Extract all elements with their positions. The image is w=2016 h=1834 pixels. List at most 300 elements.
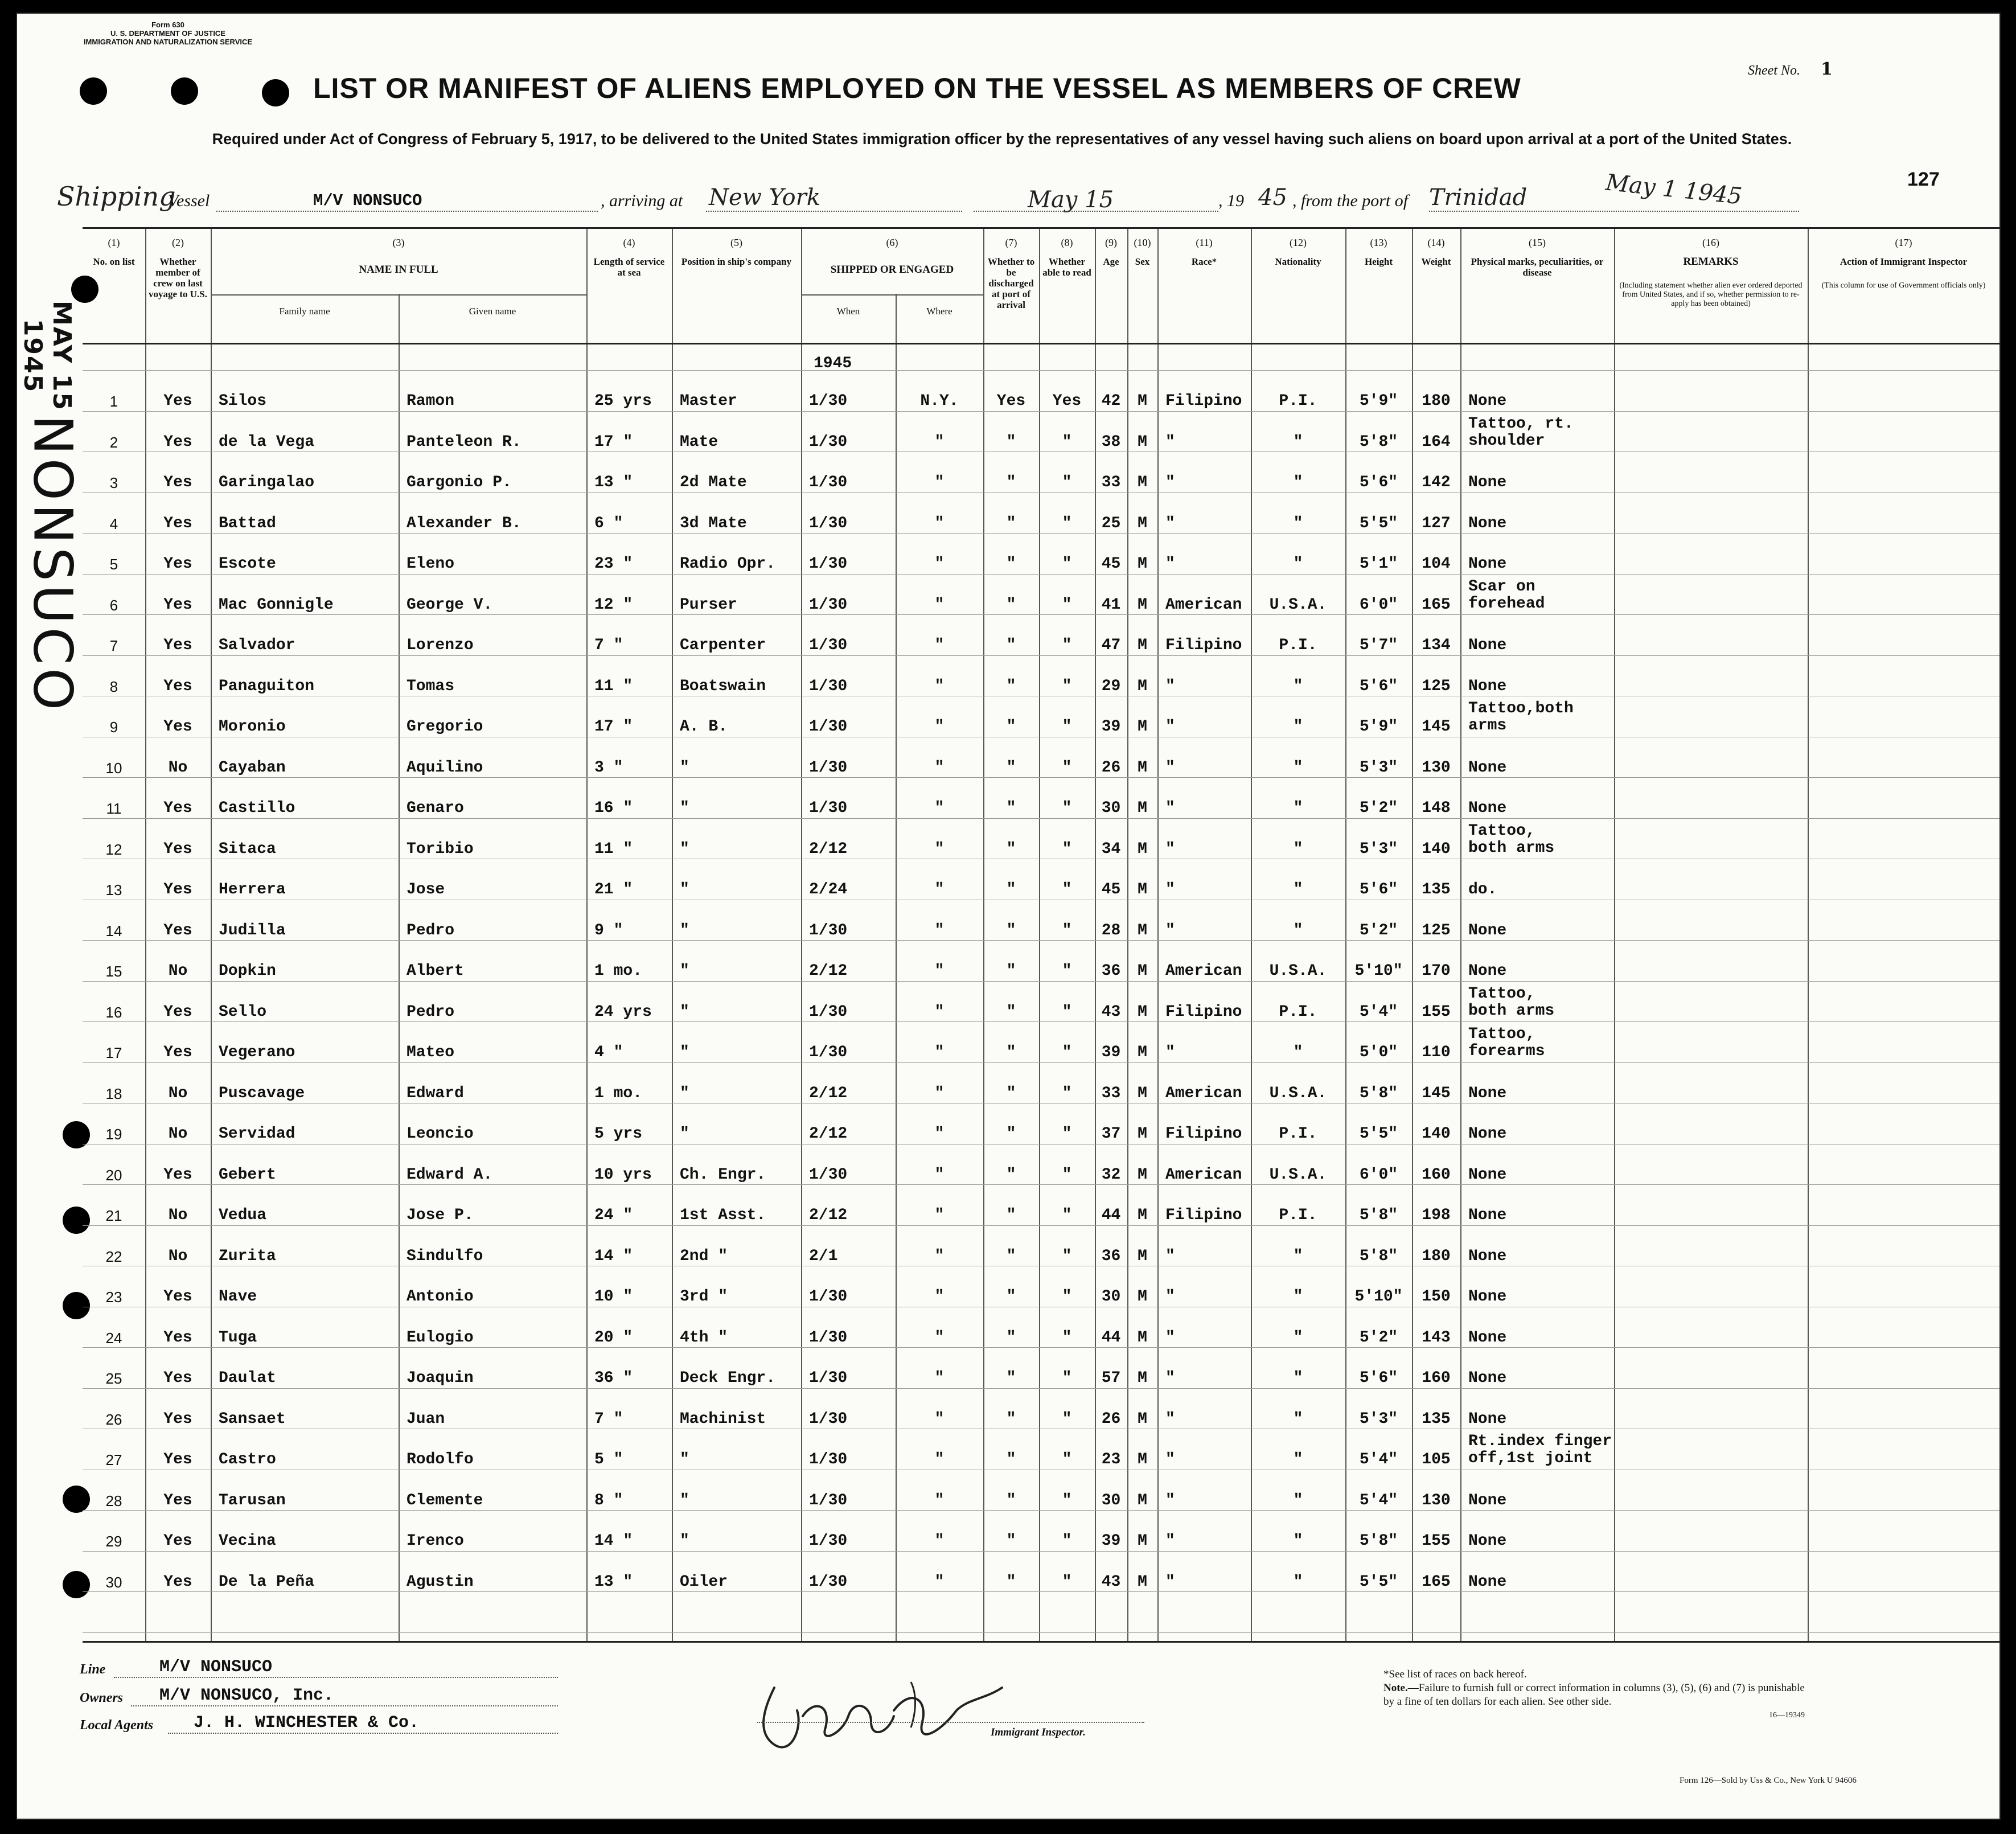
- cell-height: 6'0": [1359, 1166, 1398, 1184]
- cell-sex: M: [1138, 1328, 1147, 1347]
- cell-marks: [1468, 1492, 1506, 1509]
- cell-nat: ": [1293, 758, 1303, 777]
- cell-position: ": [680, 1044, 689, 1061]
- cell-disch: ": [1006, 1125, 1016, 1143]
- agents-label: Local Agents: [80, 1718, 154, 1733]
- table-row: [83, 471, 1999, 512]
- row-rule: [83, 370, 1999, 371]
- cell-given: Lorenzo: [407, 637, 474, 654]
- cell-race: ": [1165, 1410, 1175, 1428]
- cell-read: ": [1062, 474, 1072, 491]
- cell-when: 1/30: [809, 1044, 848, 1061]
- cell-age: 36: [1101, 962, 1121, 980]
- service-name: IMMIGRATION AND NATURALIZATION SERVICE: [83, 38, 253, 46]
- cell-service: 1 mo.: [594, 962, 643, 980]
- table-row: [83, 1408, 1999, 1449]
- table-row: [83, 1326, 1999, 1367]
- cell-service: 36 ": [594, 1369, 633, 1387]
- cell-service: 25 yrs: [594, 392, 652, 410]
- cell-sex: M: [1138, 1125, 1147, 1143]
- column-number: (10): [1134, 237, 1151, 248]
- cell-read: ": [1062, 962, 1072, 980]
- cell-height: 5'2": [1359, 921, 1398, 939]
- from-port: Trinidad: [1429, 184, 1528, 211]
- cell-given: Edward: [407, 1084, 464, 1102]
- cell-given: Pedro: [407, 1003, 455, 1021]
- column-header: Sex: [1135, 256, 1150, 267]
- cell-where: ": [934, 1125, 945, 1143]
- cell-when: 1/30: [809, 1369, 848, 1387]
- cell-read: ": [1062, 881, 1072, 898]
- column-number: (6): [886, 237, 898, 248]
- cell-marks: [1468, 678, 1506, 695]
- cell-age: 25: [1101, 514, 1121, 532]
- cell-service: 23 ": [594, 555, 633, 573]
- cell-family: Garingalao: [219, 474, 315, 491]
- cell-when: 2/12: [809, 962, 848, 980]
- cell-where: ": [934, 881, 945, 898]
- cell-weight: 105: [1422, 1451, 1451, 1468]
- cell-age: 30: [1101, 1491, 1121, 1509]
- cell-where: ": [934, 718, 945, 736]
- table-row: [83, 1163, 1999, 1204]
- cell-no: 4: [109, 515, 118, 532]
- cell-service: 17 ": [594, 718, 633, 736]
- cell-when: 1/30: [809, 392, 848, 410]
- cell-marks: [1468, 800, 1506, 817]
- form-code: 16—19349: [1769, 1711, 1805, 1720]
- column-header: Whether to be discharged at port of arrival: [987, 256, 1035, 310]
- cell-when: 1/30: [809, 677, 848, 695]
- column-header: Nationality: [1275, 256, 1321, 267]
- cell-where: ": [934, 1044, 945, 1061]
- cell-marks-line: None: [1468, 392, 1507, 410]
- cell-height: 5'6": [1359, 677, 1398, 695]
- cell-nat: U.S.A.: [1269, 1166, 1327, 1184]
- cell-where: ": [934, 596, 945, 614]
- cell-weight: 130: [1422, 1491, 1451, 1509]
- page-title: LIST OR MANIFEST OF ALIENS EMPLOYED ON THE VESSEL AS MEMBERS OF CREW: [313, 72, 1521, 104]
- cell-sex: M: [1138, 474, 1147, 491]
- cell-read: ": [1062, 677, 1072, 695]
- cell-race: Filipino: [1165, 637, 1242, 654]
- cell-marks: [1468, 556, 1506, 573]
- cell-marks: [1468, 1411, 1506, 1428]
- cell-marks: [1468, 1126, 1506, 1143]
- cell-marks-line: Rt.index finger: [1468, 1433, 1612, 1450]
- table-row: [83, 822, 1999, 879]
- cell-disch: ": [1006, 881, 1016, 898]
- cell-position: Oiler: [680, 1573, 728, 1591]
- cell-disch: ": [1006, 433, 1016, 451]
- cell-race: ": [1165, 1451, 1175, 1468]
- cell-race: Filipino: [1165, 392, 1242, 410]
- cell-disch: ": [1006, 840, 1016, 858]
- cell-when: 2/12: [809, 1084, 848, 1102]
- cell-family: Daulat: [219, 1369, 276, 1387]
- cell-no: 20: [105, 1166, 122, 1184]
- cell-where: ": [934, 1003, 945, 1021]
- cell-read: ": [1062, 1166, 1072, 1184]
- cell-marks: [1468, 1026, 1545, 1060]
- cell-race: ": [1165, 840, 1175, 858]
- cell-weight: 165: [1422, 1573, 1451, 1591]
- cell-nat: ": [1293, 1451, 1303, 1468]
- cell-marks: [1468, 393, 1506, 410]
- cell-read: ": [1062, 1573, 1072, 1591]
- cell-marks-line: both arms: [1468, 1002, 1555, 1020]
- cell-marks-line: None: [1468, 677, 1507, 695]
- cell-disch: ": [1006, 637, 1016, 654]
- cell-race: ": [1165, 1369, 1175, 1387]
- cell-age: 38: [1101, 433, 1121, 451]
- vessel-prefix: Shipping: [57, 181, 176, 212]
- cell-age: 39: [1101, 1044, 1121, 1061]
- punch-hole: [171, 77, 198, 105]
- cell-height: 5'8": [1359, 1084, 1398, 1102]
- cell-marks-line: forearms: [1468, 1043, 1545, 1060]
- cell-prev: Yes: [163, 840, 192, 858]
- cell-service: 12 ": [594, 596, 633, 614]
- cell-prev: Yes: [163, 1369, 192, 1387]
- cell-no: 9: [109, 719, 118, 736]
- cell-family: Vecina: [219, 1532, 276, 1550]
- cell-disch: ": [1006, 1328, 1016, 1347]
- cell-marks-line: Tattoo,: [1468, 822, 1535, 840]
- cell-given: Gargonio P.: [407, 474, 512, 491]
- cell-race: ": [1165, 921, 1175, 939]
- cell-height: 5'0": [1359, 1044, 1398, 1061]
- table-row: [83, 512, 1999, 553]
- column-header: Age: [1103, 256, 1119, 267]
- table-row: [83, 756, 1999, 797]
- cell-race: ": [1165, 1247, 1175, 1265]
- cell-prev: No: [168, 1084, 188, 1102]
- cell-family: Nave: [219, 1288, 257, 1306]
- cell-marks-line: None: [1468, 1532, 1507, 1550]
- cell-marks: [1468, 700, 1574, 735]
- cell-when: 1/30: [809, 1328, 848, 1347]
- cell-position: Master: [680, 392, 737, 410]
- cell-given: Irenco: [407, 1532, 464, 1550]
- cell-disch: ": [1006, 962, 1016, 980]
- table-row: [83, 415, 1999, 471]
- cell-service: 11 ": [594, 677, 633, 695]
- cell-weight: 135: [1422, 881, 1451, 898]
- cell-no: 27: [105, 1451, 122, 1468]
- cell-where: ": [934, 1166, 945, 1184]
- cell-given: Aquilino: [407, 758, 483, 777]
- cell-position: ": [680, 962, 689, 980]
- line-label: Line: [80, 1662, 106, 1677]
- cell-when: 1/30: [809, 1003, 848, 1021]
- cell-disch: ": [1006, 1084, 1016, 1102]
- cell-prev: Yes: [163, 1491, 192, 1509]
- cell-family: Vegerano: [219, 1044, 295, 1061]
- cell-nat: ": [1293, 1288, 1303, 1306]
- cell-service: 11 ": [594, 840, 633, 858]
- cell-read: ": [1062, 1247, 1072, 1265]
- cell-prev: Yes: [163, 1044, 192, 1061]
- column-header: REMARKS: [1683, 256, 1739, 268]
- cell-height: 5'4": [1359, 1003, 1398, 1021]
- cell-prev: No: [168, 758, 188, 777]
- cell-age: 43: [1101, 1003, 1121, 1021]
- cell-disch: ": [1006, 1410, 1016, 1428]
- cell-height: 5'8": [1359, 1532, 1398, 1550]
- cell-sex: M: [1138, 433, 1147, 451]
- cell-where: ": [934, 474, 945, 491]
- arrival-stamp: [18, 247, 84, 714]
- cell-sex: M: [1138, 840, 1147, 858]
- cell-given: Edward A.: [407, 1166, 493, 1184]
- cell-service: 21 ": [594, 881, 633, 898]
- cell-weight: 155: [1422, 1532, 1451, 1550]
- cell-age: 47: [1101, 637, 1121, 654]
- cell-where: ": [934, 1207, 945, 1224]
- cell-service: 5 yrs: [594, 1125, 643, 1143]
- cell-race: ": [1165, 1532, 1175, 1550]
- cell-read: ": [1062, 433, 1072, 451]
- column-number: (17): [1895, 237, 1912, 248]
- cell-where: ": [934, 1369, 945, 1387]
- cell-read: ": [1062, 1410, 1072, 1428]
- cell-position: Ch. Engr.: [680, 1166, 766, 1184]
- cell-nat: ": [1293, 718, 1303, 736]
- cell-sex: M: [1138, 1573, 1147, 1591]
- cell-read: ": [1062, 1532, 1072, 1550]
- cell-race: ": [1165, 1328, 1175, 1347]
- cell-age: 32: [1101, 1166, 1121, 1184]
- cell-nat: ": [1293, 1044, 1303, 1061]
- cell-age: 26: [1101, 1410, 1121, 1428]
- cell-height: 5'6": [1359, 474, 1398, 491]
- cell-weight: 143: [1422, 1328, 1451, 1347]
- cell-prev: No: [168, 1247, 188, 1265]
- table-row: [83, 1245, 1999, 1286]
- cell-weight: 125: [1422, 677, 1451, 695]
- agents-value: J. H. WINCHESTER & Co.: [194, 1713, 420, 1733]
- column-number: (7): [1005, 237, 1017, 248]
- cell-nat: P.I.: [1279, 392, 1317, 410]
- cell-sex: M: [1138, 555, 1147, 573]
- cell-prev: Yes: [163, 1532, 192, 1550]
- cell-height: 5'3": [1359, 758, 1398, 777]
- cell-prev: Yes: [163, 1328, 192, 1347]
- cell-height: 5'3": [1359, 840, 1398, 858]
- cell-marks: [1468, 416, 1574, 450]
- cell-family: Panaguiton: [219, 677, 315, 695]
- cell-when: 2/12: [809, 840, 848, 858]
- cell-nat: ": [1293, 1491, 1303, 1509]
- cell-marks: [1468, 1248, 1506, 1265]
- cell-race: ": [1165, 555, 1175, 573]
- cell-position: Deck Engr.: [680, 1369, 776, 1387]
- cell-nat: P.I.: [1279, 1003, 1317, 1021]
- cell-race: ": [1165, 677, 1175, 695]
- cell-nat: P.I.: [1279, 1207, 1317, 1224]
- cell-service: 8 ": [594, 1491, 623, 1509]
- cell-height: 5'1": [1359, 555, 1398, 573]
- header-separator: [83, 343, 1999, 344]
- shipped-subheader-line: [801, 294, 983, 296]
- cell-where: ": [934, 1573, 945, 1591]
- cell-read: ": [1062, 637, 1072, 654]
- races-note: *See list of races on back hereof.: [1383, 1668, 1527, 1680]
- departure-date: May 1 1945: [1604, 169, 1743, 210]
- column-header: NAME IN FULL: [359, 264, 438, 276]
- cell-given: Eleno: [407, 555, 455, 573]
- cell-where: ": [934, 555, 945, 573]
- cell-height: 5'4": [1359, 1491, 1398, 1509]
- cell-nat: ": [1293, 1369, 1303, 1387]
- cell-position: ": [680, 758, 689, 777]
- cell-marks: [1468, 1370, 1506, 1387]
- cell-no: 3: [109, 474, 118, 491]
- cell-position: Machinist: [680, 1410, 766, 1428]
- year-header: 1945: [814, 355, 852, 372]
- cell-marks-line: Tattoo,: [1468, 984, 1535, 1003]
- cell-family: Battad: [219, 514, 276, 532]
- cell-weight: 160: [1422, 1166, 1451, 1184]
- stamp-vessel: NONSUCO: [21, 415, 84, 714]
- cell-weight: 164: [1422, 433, 1451, 451]
- cell-nat: ": [1293, 433, 1303, 451]
- cell-age: 29: [1101, 677, 1121, 695]
- cell-service: 14 ": [594, 1247, 633, 1265]
- cell-marks: [1468, 1330, 1506, 1347]
- cell-prev: No: [168, 1207, 188, 1224]
- cell-read: ": [1062, 1003, 1072, 1021]
- cell-marks-line: None: [1468, 799, 1507, 817]
- cell-marks-line: arms: [1468, 717, 1507, 735]
- cell-when: 1/30: [809, 637, 848, 654]
- crew-table: [83, 227, 1999, 1643]
- cell-when: 2/12: [809, 1125, 848, 1143]
- cell-nat: ": [1293, 1532, 1303, 1550]
- cell-marks-line: None: [1468, 1084, 1507, 1102]
- cell-age: 28: [1101, 921, 1121, 939]
- cell-no: 10: [105, 759, 122, 777]
- cell-service: 7 ": [594, 1410, 623, 1428]
- cell-read: ": [1062, 1207, 1072, 1224]
- table-row: [83, 577, 1999, 634]
- cell-disch: ": [1006, 1288, 1016, 1306]
- cell-sex: M: [1138, 637, 1147, 654]
- column-header: Position in ship's company: [681, 256, 792, 267]
- from-label: , from the port of: [1292, 191, 1409, 210]
- cell-disch: ": [1006, 677, 1016, 695]
- cell-no: 8: [109, 678, 118, 695]
- cell-no: 21: [105, 1207, 122, 1224]
- cell-race: Filipino: [1165, 1003, 1242, 1021]
- cell-height: 5'9": [1359, 718, 1398, 736]
- cell-where: ": [934, 1084, 945, 1102]
- cell-sex: M: [1138, 1369, 1147, 1387]
- cell-where: ": [934, 514, 945, 532]
- cell-prev: Yes: [163, 514, 192, 532]
- cell-race: ": [1165, 514, 1175, 532]
- cell-age: 43: [1101, 1573, 1121, 1591]
- cell-position: ": [680, 881, 689, 898]
- cell-weight: 145: [1422, 718, 1451, 736]
- cell-when: 1/30: [809, 1573, 848, 1591]
- cell-when: 1/30: [809, 799, 848, 817]
- cell-marks-line: None: [1468, 474, 1507, 491]
- cell-race: ": [1165, 1491, 1175, 1509]
- manifest-sheet: [16, 13, 2001, 1820]
- cell-position: ": [680, 799, 689, 817]
- cell-height: 5'6": [1359, 881, 1398, 898]
- name-subheader-line: [211, 294, 586, 296]
- cell-family: Vedua: [219, 1207, 267, 1224]
- cell-marks-line: None: [1468, 1166, 1507, 1184]
- cell-sex: M: [1138, 1084, 1147, 1102]
- cell-height: 5'8": [1359, 433, 1398, 451]
- cell-service: 24 ": [594, 1207, 633, 1224]
- cell-when: 1/30: [809, 1288, 848, 1306]
- cell-when: 1/30: [809, 555, 848, 573]
- cell-family: Tuga: [219, 1328, 257, 1347]
- cell-height: 5'2": [1359, 799, 1398, 817]
- column-number: (11): [1196, 237, 1213, 248]
- column-header: No. on list: [93, 256, 135, 267]
- sheet-label: Sheet No.: [1748, 63, 1800, 78]
- cell-marks: [1468, 881, 1497, 898]
- form-number: Form 630: [151, 20, 184, 29]
- cell-family: Dopkin: [219, 962, 276, 980]
- cell-height: 5'10": [1354, 962, 1403, 980]
- column-number: (1): [108, 237, 120, 248]
- cell-marks-line: do.: [1468, 881, 1497, 898]
- cell-prev: Yes: [163, 799, 192, 817]
- column-header: Action of Immigrant Inspector: [1840, 256, 1968, 267]
- cell-position: ": [680, 1532, 689, 1550]
- cell-given: Leoncio: [407, 1125, 474, 1143]
- cell-disch: ": [1006, 1247, 1016, 1265]
- cell-read: ": [1062, 1369, 1072, 1387]
- cell-nat: P.I.: [1279, 1125, 1317, 1143]
- page-number: 127: [1907, 169, 1940, 190]
- cell-disch: ": [1006, 1573, 1016, 1591]
- cell-weight: 130: [1422, 758, 1451, 777]
- column-number: (13): [1370, 237, 1387, 248]
- cell-prev: Yes: [163, 1003, 192, 1021]
- cell-prev: Yes: [163, 921, 192, 939]
- cell-family: Zurita: [219, 1247, 276, 1265]
- cell-age: 30: [1101, 799, 1121, 817]
- row-rule: [83, 1632, 1999, 1633]
- cell-where: ": [934, 962, 945, 980]
- cell-nat: ": [1293, 1247, 1303, 1265]
- cell-family: Gebert: [219, 1166, 276, 1184]
- table-row: [83, 1204, 1999, 1245]
- column-number: (4): [623, 237, 635, 248]
- cell-family: Cayaban: [219, 758, 286, 777]
- column-header: Length of service at sea: [593, 256, 665, 278]
- cell-race: ": [1165, 474, 1175, 491]
- cell-when: 1/30: [809, 433, 848, 451]
- cell-no: 25: [105, 1370, 122, 1387]
- cell-disch: ": [1006, 758, 1016, 777]
- cell-nat: ": [1293, 1410, 1303, 1428]
- cell-nat: ": [1293, 1328, 1303, 1347]
- cell-sex: M: [1138, 921, 1147, 939]
- cell-nat: ": [1293, 881, 1303, 898]
- table-row: [83, 1082, 1999, 1123]
- cell-disch: ": [1006, 514, 1016, 532]
- cell-when: 1/30: [809, 1491, 848, 1509]
